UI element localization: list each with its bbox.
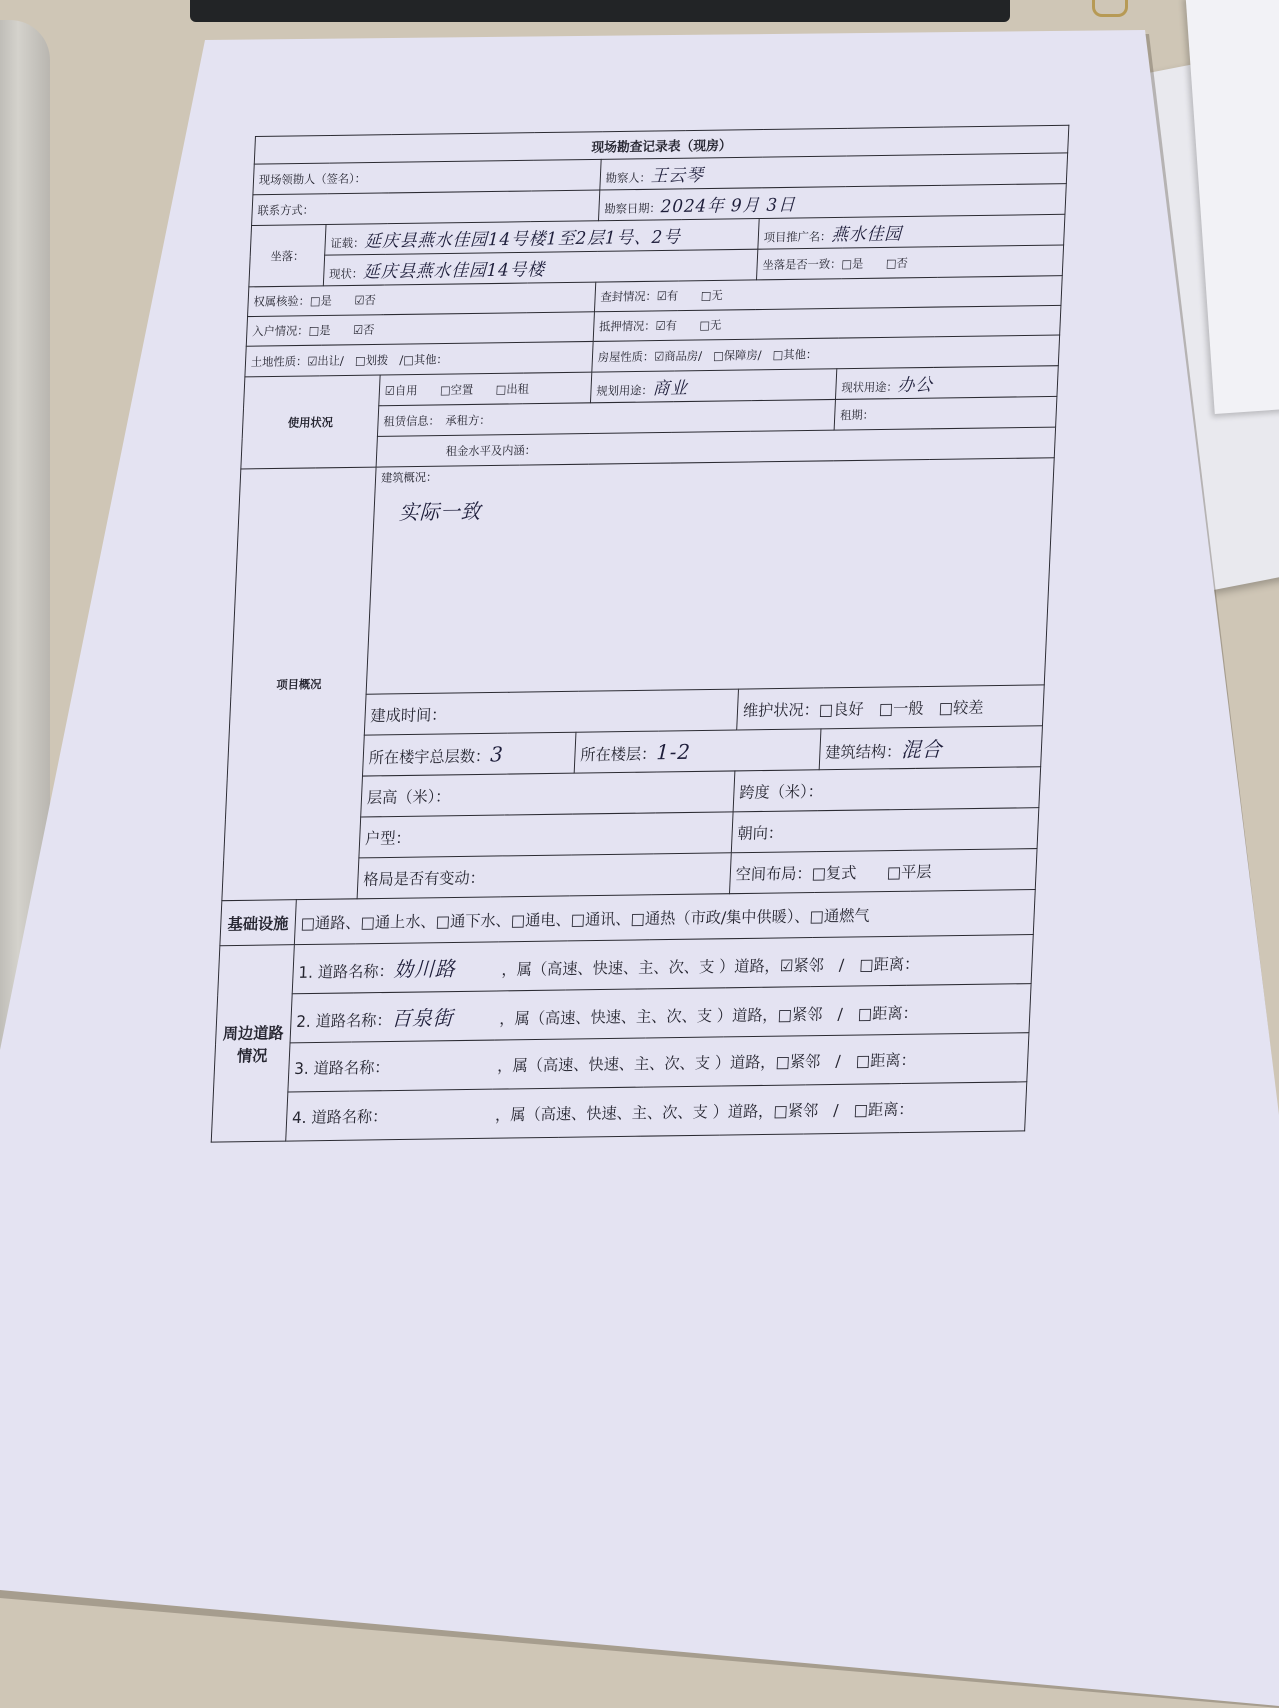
project-name-field[interactable] <box>758 214 1065 249</box>
road-4-suffix: ，属（高速、快速、主、次、支 ）道路，□紧邻 / □距离： <box>494 1099 915 1124</box>
location-label: 坐落： <box>249 224 326 286</box>
orientation-field[interactable] <box>731 808 1039 853</box>
road-1-label: 1. 道路名称： <box>298 962 395 982</box>
current-use-value: 办公 <box>897 375 934 397</box>
survey-form <box>207 125 1068 1221</box>
surveyor-value: 王云琴 <box>650 165 705 187</box>
land-options[interactable]: ☑出让/ □划拨 /□其他： <box>306 351 449 368</box>
road-label: 周边道路情况 <box>211 945 294 1142</box>
road-2-label: 2. 道路名称： <box>295 1011 393 1032</box>
seal-label: 查封情况： <box>600 288 658 305</box>
rent-label: 租金水平及内涵： <box>445 442 537 458</box>
span-label: 跨度（米）： <box>738 781 824 802</box>
survey-table <box>211 125 1070 1143</box>
road-3-suffix: ，属（高速、快速、主、次、支 ）道路，□紧邻 / □距离： <box>496 1050 917 1075</box>
location-match-options[interactable]: □是 □否 <box>841 255 909 271</box>
maintenance-field[interactable] <box>737 685 1045 730</box>
project-overview-label: 项目概况 <box>222 467 376 901</box>
total-floors-label: 所在楼宇总层数： <box>368 746 491 767</box>
mortgage-label: 抵押情况： <box>598 318 656 334</box>
surveyor-lead-field[interactable] <box>253 159 601 194</box>
entry-options[interactable]: □是 ☑否 <box>308 322 375 338</box>
road-1-suffix: ，属（高速、快速、主、次、支 ）道路，☑紧邻 / □距离： <box>501 954 920 980</box>
house-label: 房屋性质： <box>597 348 655 364</box>
maintenance-label: 维护状况： <box>742 700 820 720</box>
floor-field[interactable] <box>574 729 821 773</box>
road-4-name <box>387 1120 495 1121</box>
road-3-name <box>389 1071 497 1072</box>
seal-options[interactable]: ☑有 □无 <box>656 288 724 304</box>
floor-value: 1-2 <box>655 738 692 764</box>
unit-type-field[interactable] <box>359 812 733 858</box>
usage-label: 使用状况 <box>241 375 380 469</box>
floor-label: 所在楼层： <box>579 744 657 764</box>
surveyor-label: 勘察人： <box>605 170 652 186</box>
building-overview-value: 实际一致 <box>398 498 482 525</box>
mortgage-options[interactable]: ☑有 □无 <box>655 317 722 333</box>
land-label: 土地性质： <box>250 353 308 369</box>
entry-field[interactable] <box>246 312 594 346</box>
layout-change-label: 格局是否有变动： <box>362 868 486 889</box>
building-overview-field[interactable] <box>366 458 1054 694</box>
cert-label: 证载： <box>330 235 365 251</box>
location-match-label: 坐落是否一致： <box>762 256 842 272</box>
location-match-field[interactable] <box>756 245 1063 280</box>
current-use-label: 现状用途： <box>841 379 899 395</box>
road-row-4[interactable] <box>286 1082 1027 1141</box>
space-layout-label: 空间布局： <box>735 863 813 884</box>
form-title: 现场勘查记录表（现房） <box>254 125 1069 164</box>
road-3-label: 3. 道路名称： <box>293 1057 390 1078</box>
orientation-label: 朝向： <box>737 823 784 843</box>
road-4-label: 4. 道路名称： <box>291 1106 388 1127</box>
house-options[interactable]: ☑商品房/ □保障房/ □其他： <box>653 346 818 364</box>
structure-label: 建筑结构： <box>824 742 902 763</box>
current-label: 现状： <box>328 266 364 282</box>
road-2-name: 百泉街 <box>391 1005 454 1031</box>
build-time-label: 建成时间： <box>370 705 447 725</box>
current-use-field[interactable] <box>835 366 1058 400</box>
road-1-name: 妫川路 <box>393 956 457 982</box>
total-floors-field[interactable] <box>362 732 575 776</box>
surveyor-lead-label: 现场领勘人（签名）： <box>258 170 367 187</box>
land-field[interactable] <box>245 341 593 376</box>
maintenance-options[interactable]: □良好 □一般 □较差 <box>818 697 984 719</box>
lessee-label: 承租方： <box>445 412 491 428</box>
height-field[interactable] <box>361 771 735 817</box>
unit-type-label: 户型： <box>364 828 412 848</box>
ownership-field[interactable] <box>248 282 596 316</box>
project-name-label: 项目推广名： <box>763 229 832 245</box>
span-field[interactable] <box>733 767 1041 812</box>
build-time-field[interactable] <box>364 689 738 735</box>
building-overview-label: 建筑概况： <box>380 469 438 485</box>
layout-change-field[interactable] <box>357 853 731 899</box>
total-floors-value: 3 <box>489 741 505 767</box>
height-label: 层高（米）： <box>366 787 451 807</box>
binder-clip <box>1092 0 1128 17</box>
structure-field[interactable] <box>819 726 1042 770</box>
road-2-suffix: ，属（高速、快速、主、次、支 ）道路，□紧邻 / □距离： <box>499 1004 919 1029</box>
lease-term-field[interactable] <box>834 396 1057 430</box>
infra-label: 基础设施 <box>220 900 296 946</box>
contact-label: 联系方式： <box>257 202 315 218</box>
ownership-options[interactable]: □是 ☑否 <box>309 292 377 309</box>
entry-label: 入户情况： <box>251 323 309 339</box>
contact-field[interactable] <box>252 190 600 225</box>
date-label: 勘察日期： <box>604 200 662 217</box>
space-layout-options[interactable]: □复式 □平层 <box>811 862 932 883</box>
current-value: 延庆县燕水佳园14号楼 <box>362 259 546 283</box>
planned-use-label: 规划用途： <box>596 383 654 399</box>
usage-options[interactable]: ☑自用 □空置 □出租 <box>379 372 592 406</box>
infra-options[interactable]: □通路、□通上水、□通下水、□通电、□通讯、□通热（市政/集中供暖）、□通燃气 <box>294 889 1035 944</box>
date-value: 2024年 9月 3日 <box>660 194 797 218</box>
space-layout-field[interactable] <box>729 849 1037 894</box>
desk-device-top <box>190 0 1010 22</box>
project-name-value: 燕水佳园 <box>830 224 903 246</box>
planned-use-value: 商业 <box>652 378 689 400</box>
ownership-label: 权属核验： <box>253 293 311 309</box>
lease-term-label: 租期： <box>839 407 875 422</box>
structure-value: 混合 <box>900 736 944 763</box>
planned-use-field[interactable] <box>590 369 836 403</box>
cert-value: 延庆县燕水佳园14号楼1至2层1号、2号 <box>363 227 682 253</box>
lease-info-label: 租赁信息： <box>383 413 435 429</box>
